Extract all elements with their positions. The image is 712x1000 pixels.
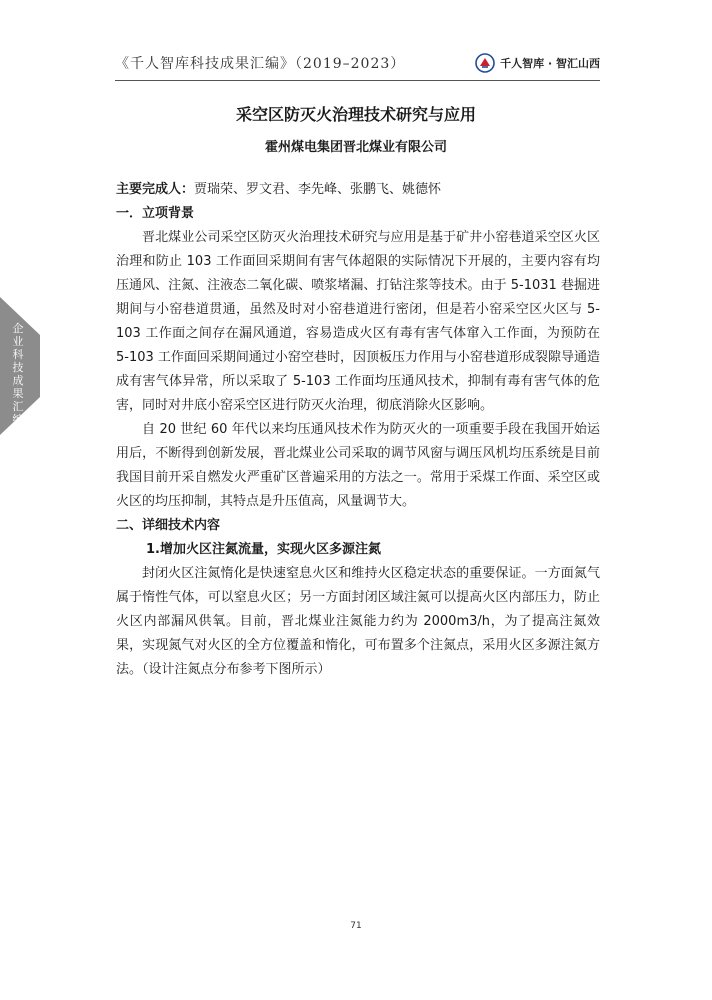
header-logo [475, 50, 600, 76]
side-tab-char: 编 [12, 413, 24, 426]
page-number: 71 [350, 921, 362, 931]
authors-names: 贾瑞荣、罗文君、李先峰、张鹏飞、姚德怀 [194, 182, 442, 197]
side-tab-char: 果 [12, 387, 24, 400]
header-title: 《千人智库科技成果汇编》（2019–2023） [115, 56, 406, 72]
side-tab-char: 汇 [12, 400, 24, 413]
body-paragraph: 晋北煤业公司采空区防灭火治理技术研究与应用是基于矿井小窑巷道采空区火区治理和防止 103 工作面回采期间有害气体超限的实际情况下开展的，主要内容有均压通风、注氮、注液态二氧化碳、喷浆堵漏、打钻注浆等技术。由于 5-1031 巷掘进期间与小窑巷道贯通，虽然及时对小窑巷道进行密闭，但是若小窑采空区火区与 5-103 工作面之间存在漏风通道，容易造成火区有毒有害气体窜入工作面，为预防在 5-103 工作面回采期间通过小窑空巷时，因顶板压力作用与小窑巷道形成裂隙导通造成有害气体异常，所以采取了 5-103 工作面均压通风技术，抑制有毒有害气体的危害，同时对井底小窑采空区进行防灭火治理，彻底消除火区影响。 [116, 230, 601, 413]
section-heading-background: 一．立项背景 [116, 206, 195, 221]
authors-label: 主要完成人： [116, 182, 195, 197]
body-paragraph: 封闭火区注氮惰化是快速窒息火区和维持火区稳定状态的重要保证。一方面氮气属于惰性气体，可以窒息火区；另一方面封闭区域注氮可以提高火区内部压力，防止火区内部漏风供氧。目前，晋北煤业注氮能力约为 2000m3/h，为了提高注氮效果，实现氮气对火区的全方位覆盖和惰化，可布置多个注氮点，采用火区多源注氮方法。（设计注氮点分布参考下图所示） [116, 566, 600, 677]
header-divider [115, 80, 600, 81]
side-tab-char: 成 [12, 374, 24, 387]
document-body [116, 178, 600, 682]
authors-line [116, 178, 600, 202]
body-paragraph: 自 20 世纪 60 年代以来均压通风技术作为防灭火的一项重要手段在我国开始运用后，不断得到创新发展，晋北煤业公司采取的调节风窗与调压风机均压系统是目前我国目前开采自燃发火严重矿区普遍采用的方法之一。常用于采煤工作面、采空区或火区的均压抑制，其特点是升压值高，风量调节大。 [116, 422, 600, 509]
subsection-heading: 1.增加火区注氮流量，实现火区多源注氮 [146, 542, 381, 557]
section-heading-details: 二、详细技术内容 [116, 518, 221, 533]
running-header [115, 50, 600, 76]
side-tab-char: 企 [12, 322, 24, 335]
document-title: 采空区防灭火治理技术研究与应用 [235, 105, 476, 124]
brand-logo-icon [475, 53, 495, 73]
side-tab-char: 技 [12, 361, 24, 374]
side-tab-char: 业 [12, 335, 24, 348]
side-tab-char: 科 [12, 348, 24, 361]
document-organization: 霍州煤电集团晋北煤业有限公司 [264, 140, 447, 155]
header-brand: 千人智库 · 智汇山西 [500, 57, 600, 70]
side-tab-label [8, 322, 28, 426]
